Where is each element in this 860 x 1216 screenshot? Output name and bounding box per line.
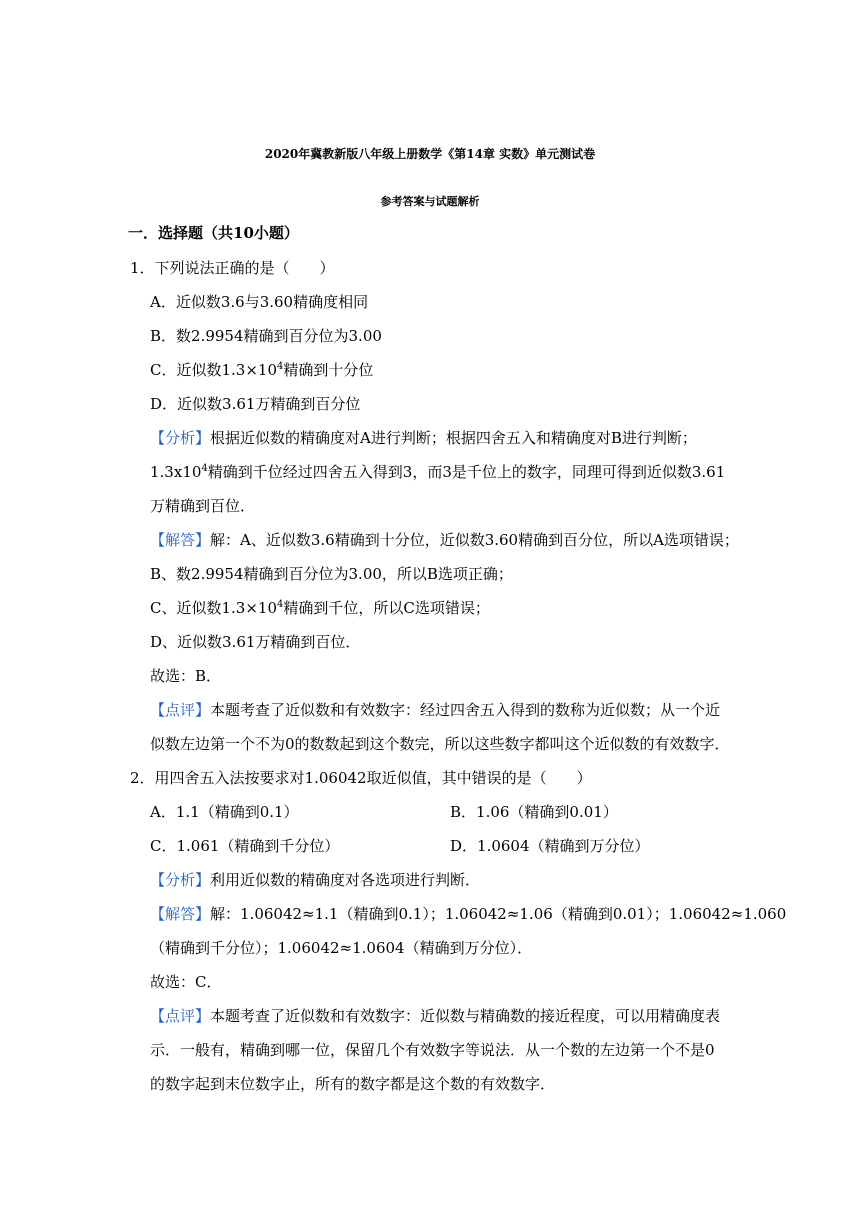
exponent: 4 [201,463,208,474]
section-heading: 一．选择题（共10小题） [128,224,299,242]
question-1-option-b: B．数2.9954精确到百分位为3.00 [150,327,382,345]
comment-tag: 【点评】 [150,701,211,719]
question-2-comment [150,1006,720,1026]
question-1-analysis [150,428,697,448]
analysis-text: 根据近似数的精确度对A进行判断；根据四舍五入和精确度对B进行判断； [210,429,697,447]
question-1-answer-line-3 [150,598,490,618]
option-c-text: C．近似数1.3×10 [150,361,277,379]
question-1-analysis-line-3: 万精确到百位． [150,497,256,515]
analysis-text: 利用近似数的精确度对各选项进行判断． [210,871,481,889]
answer-tag: 【解答】 [150,531,211,549]
analysis-text: 1.3x10 [150,463,202,481]
question-2-comment-line-3: 的数字起到末位数字止，所有的数字都是这个数的有效数字． [150,1075,556,1093]
exponent: 4 [277,599,284,610]
question-1-option-c [150,360,373,380]
question-1-comment-line-2: 似数左边第一个不为0的数数起到这个数完，所以这些数字都叫这个近似数的有效数字． [150,735,730,753]
comment-text: 本题考查了近似数和有效数字：经过四舍五入得到的数称为近似数；从一个近 [210,701,721,719]
page-title: 2020年冀教新版八年级上册数学《第14章 实数》单元测试卷 [264,147,596,161]
page-subtitle: 参考答案与试题解析 [380,195,480,208]
question-2-option-b: B．1.06（精确到0.01） [450,803,618,821]
question-2-choice: 故选：C． [150,973,222,991]
question-2-option-c: C．1.061（精确到千分位） [150,837,340,855]
answer-text-tail: 精确到千位，所以C选项错误； [283,599,490,617]
question-2-analysis [150,870,480,890]
question-1-choice: 故选：B． [150,667,222,685]
option-c-text-tail: 精确到十分位 [283,361,374,379]
question-2-answer-line-2: （精确到千分位）；1.06042≈1.0604（精确到万分位）． [150,939,533,957]
analysis-tag: 【分析】 [150,871,211,889]
question-2-stem: 2．用四舍五入法按要求对1.06042取近似值，其中错误的是（ ） [130,769,592,787]
question-1-answer-line-4: D、近似数3.61万精确到百位． [150,633,361,651]
analysis-tag: 【分析】 [150,429,211,447]
analysis-text-tail: 精确到千位经过四舍五入得到3，而3是千位上的数字，同理可得到近似数3.61 [207,463,726,481]
question-1-option-d: D．近似数3.61万精确到百分位 [150,395,361,413]
comment-text: 本题考查了近似数和有效数字：近似数与精确数的接近程度，可以用精确度表 [210,1007,721,1025]
question-1-stem: 1．下列说法正确的是（ ） [130,259,335,277]
question-2-comment-line-2: 示．一般有，精确到哪一位，保留几个有效数字等说法．从一个数的左边第一个不是0 [150,1041,715,1059]
question-1-answer-line-2: B、数2.9954精确到百分位为3.00，所以B选项正确； [150,565,513,583]
question-1-analysis-line-2 [150,462,725,482]
answer-text: 解：A、近似数3.6精确到十分位，近似数3.60精确到百分位，所以A选项错误； [210,531,739,549]
question-2-option-d: D．1.0604（精确到万分位） [450,837,650,855]
answer-tag: 【解答】 [150,905,211,923]
question-1-option-a: A．近似数3.6与3.60精确度相同 [150,293,369,311]
question-2-answer [150,904,786,924]
question-2-option-a: A．1.1（精确到0.1） [150,803,299,821]
answer-text: C、近似数1.3×10 [150,599,277,617]
question-1-comment [150,700,720,720]
comment-tag: 【点评】 [150,1007,211,1025]
answer-text: 解：1.06042≈1.1（精确到0.1）；1.06042≈1.06（精确到0.01）；1.06042≈1.060 [210,905,787,923]
exponent: 4 [277,361,284,372]
question-1-answer [150,530,739,550]
